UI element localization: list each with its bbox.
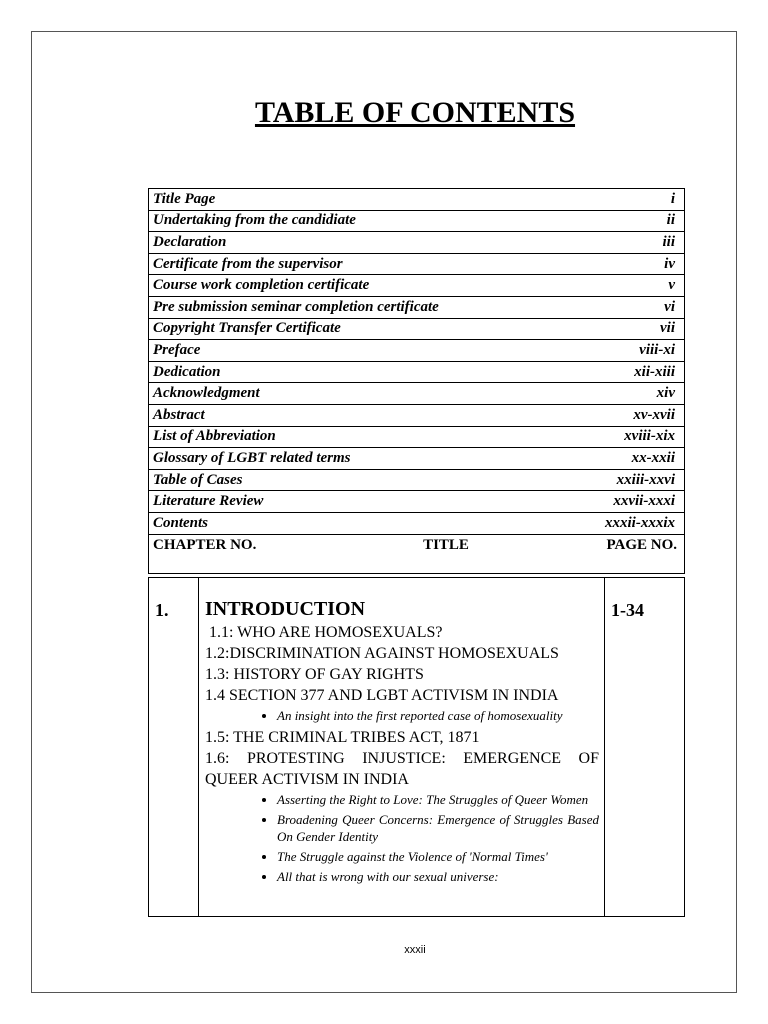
- toc-row: [148, 404, 685, 426]
- toc-label: Declaration: [148, 232, 567, 254]
- toc-row: [148, 361, 685, 383]
- toc-page: vi: [567, 296, 685, 318]
- toc-page: viii-xi: [567, 340, 685, 362]
- header-title: TITLE: [403, 534, 567, 563]
- toc-row: [148, 383, 685, 405]
- toc-row: [148, 469, 685, 491]
- chapter-row: [148, 577, 685, 917]
- toc-label: Literature Review: [148, 491, 567, 513]
- section-line: 1.5: THE CRIMINAL TRIBES ACT, 1871: [205, 729, 480, 746]
- toc-row: [148, 296, 685, 318]
- chapter-title: INTRODUCTION: [205, 598, 366, 620]
- toc-label: Dedication: [148, 361, 567, 383]
- toc-label: Contents: [148, 512, 567, 534]
- toc-page: xii-xiii: [567, 361, 685, 383]
- toc-row: [148, 426, 685, 448]
- toc-label: Undertaking from the candidiate: [148, 210, 567, 232]
- subsection-list: [205, 791, 599, 885]
- toc-page: iv: [567, 253, 685, 275]
- subsection-item: • All that is wrong with our sexual universe:: [277, 868, 599, 885]
- subsection-list: [205, 707, 599, 724]
- toc-page: ii: [567, 210, 685, 232]
- section-line: 1.1: WHO ARE HOMOSEXUALS?: [209, 624, 443, 641]
- toc-row: [148, 253, 685, 275]
- toc-label: Glossary of LGBT related terms: [148, 448, 567, 470]
- subsection-item: • Broadening Queer Concerns: Emergence of Struggles Based On Gender Identity: [277, 811, 599, 845]
- chapter-number-cell: [149, 578, 199, 916]
- toc-page: iii: [567, 232, 685, 254]
- toc-page: xxvii-xxxi: [567, 491, 685, 513]
- toc-page: xxiii-xxvi: [567, 469, 685, 491]
- subsection-item: • The Struggle against the Violence of 'Normal Times': [277, 848, 599, 865]
- toc-label: Certificate from the supervisor: [148, 253, 567, 275]
- section-line: 1.3: HISTORY OF GAY RIGHTS: [205, 666, 424, 683]
- toc-page: xxxii-xxxix: [567, 512, 685, 534]
- toc-label: Acknowledgment: [148, 383, 567, 405]
- toc-page: v: [567, 275, 685, 297]
- toc-label: Course work completion certificate: [148, 275, 567, 297]
- header-chapter-no: CHAPTER NO.: [148, 534, 403, 563]
- chapter-number: 1.: [155, 600, 169, 620]
- section-line: 1.6: PROTESTING INJUSTICE: EMERGENCE OF QUEER ACTIVISM IN INDIA: [205, 750, 599, 788]
- column-header-row: [148, 534, 685, 563]
- divider: [148, 573, 685, 574]
- toc-page: xiv: [567, 383, 685, 405]
- section-line: 1.4 SECTION 377 AND LGBT ACTIVISM IN INDIA: [205, 687, 559, 704]
- toc-label: Preface: [148, 340, 567, 362]
- toc-label: Title Page: [148, 189, 567, 211]
- toc-row: [148, 491, 685, 513]
- toc-row: [148, 512, 685, 534]
- toc-page: xviii-xix: [567, 426, 685, 448]
- toc-page: xv-xvii: [567, 404, 685, 426]
- toc-row: [148, 318, 685, 340]
- toc-label: List of Abbreviation: [148, 426, 567, 448]
- subsection-item: • Asserting the Right to Love: The Struggles of Queer Women: [277, 791, 599, 808]
- toc-row: [148, 448, 685, 470]
- subsection-item: • An insight into the first reported case of homosexuality: [277, 707, 599, 724]
- toc-row: [148, 210, 685, 232]
- toc-page: xx-xxii: [567, 448, 685, 470]
- toc-label: Table of Cases: [148, 469, 567, 491]
- toc-row: [148, 232, 685, 254]
- toc-page: i: [567, 189, 685, 211]
- page-title: TABLE OF CONTENTS: [254, 96, 576, 129]
- toc-label: Abstract: [148, 404, 567, 426]
- chapter-pages: 1-34: [611, 600, 644, 620]
- toc-row: [148, 275, 685, 297]
- section-line: 1.2:DISCRIMINATION AGAINST HOMOSEXUALS: [205, 645, 559, 662]
- toc-row: [148, 189, 685, 211]
- chapter-contents: [205, 598, 599, 888]
- page-number: xxxii: [404, 944, 426, 956]
- toc-label: Pre submission seminar completion certificate: [148, 296, 567, 318]
- toc-row: [148, 340, 685, 362]
- header-page-no: PAGE NO.: [567, 534, 685, 563]
- front-matter-table: [148, 188, 685, 563]
- chapter-pages-cell: [604, 578, 684, 916]
- toc-page: vii: [567, 318, 685, 340]
- toc-label: Copyright Transfer Certificate: [148, 318, 567, 340]
